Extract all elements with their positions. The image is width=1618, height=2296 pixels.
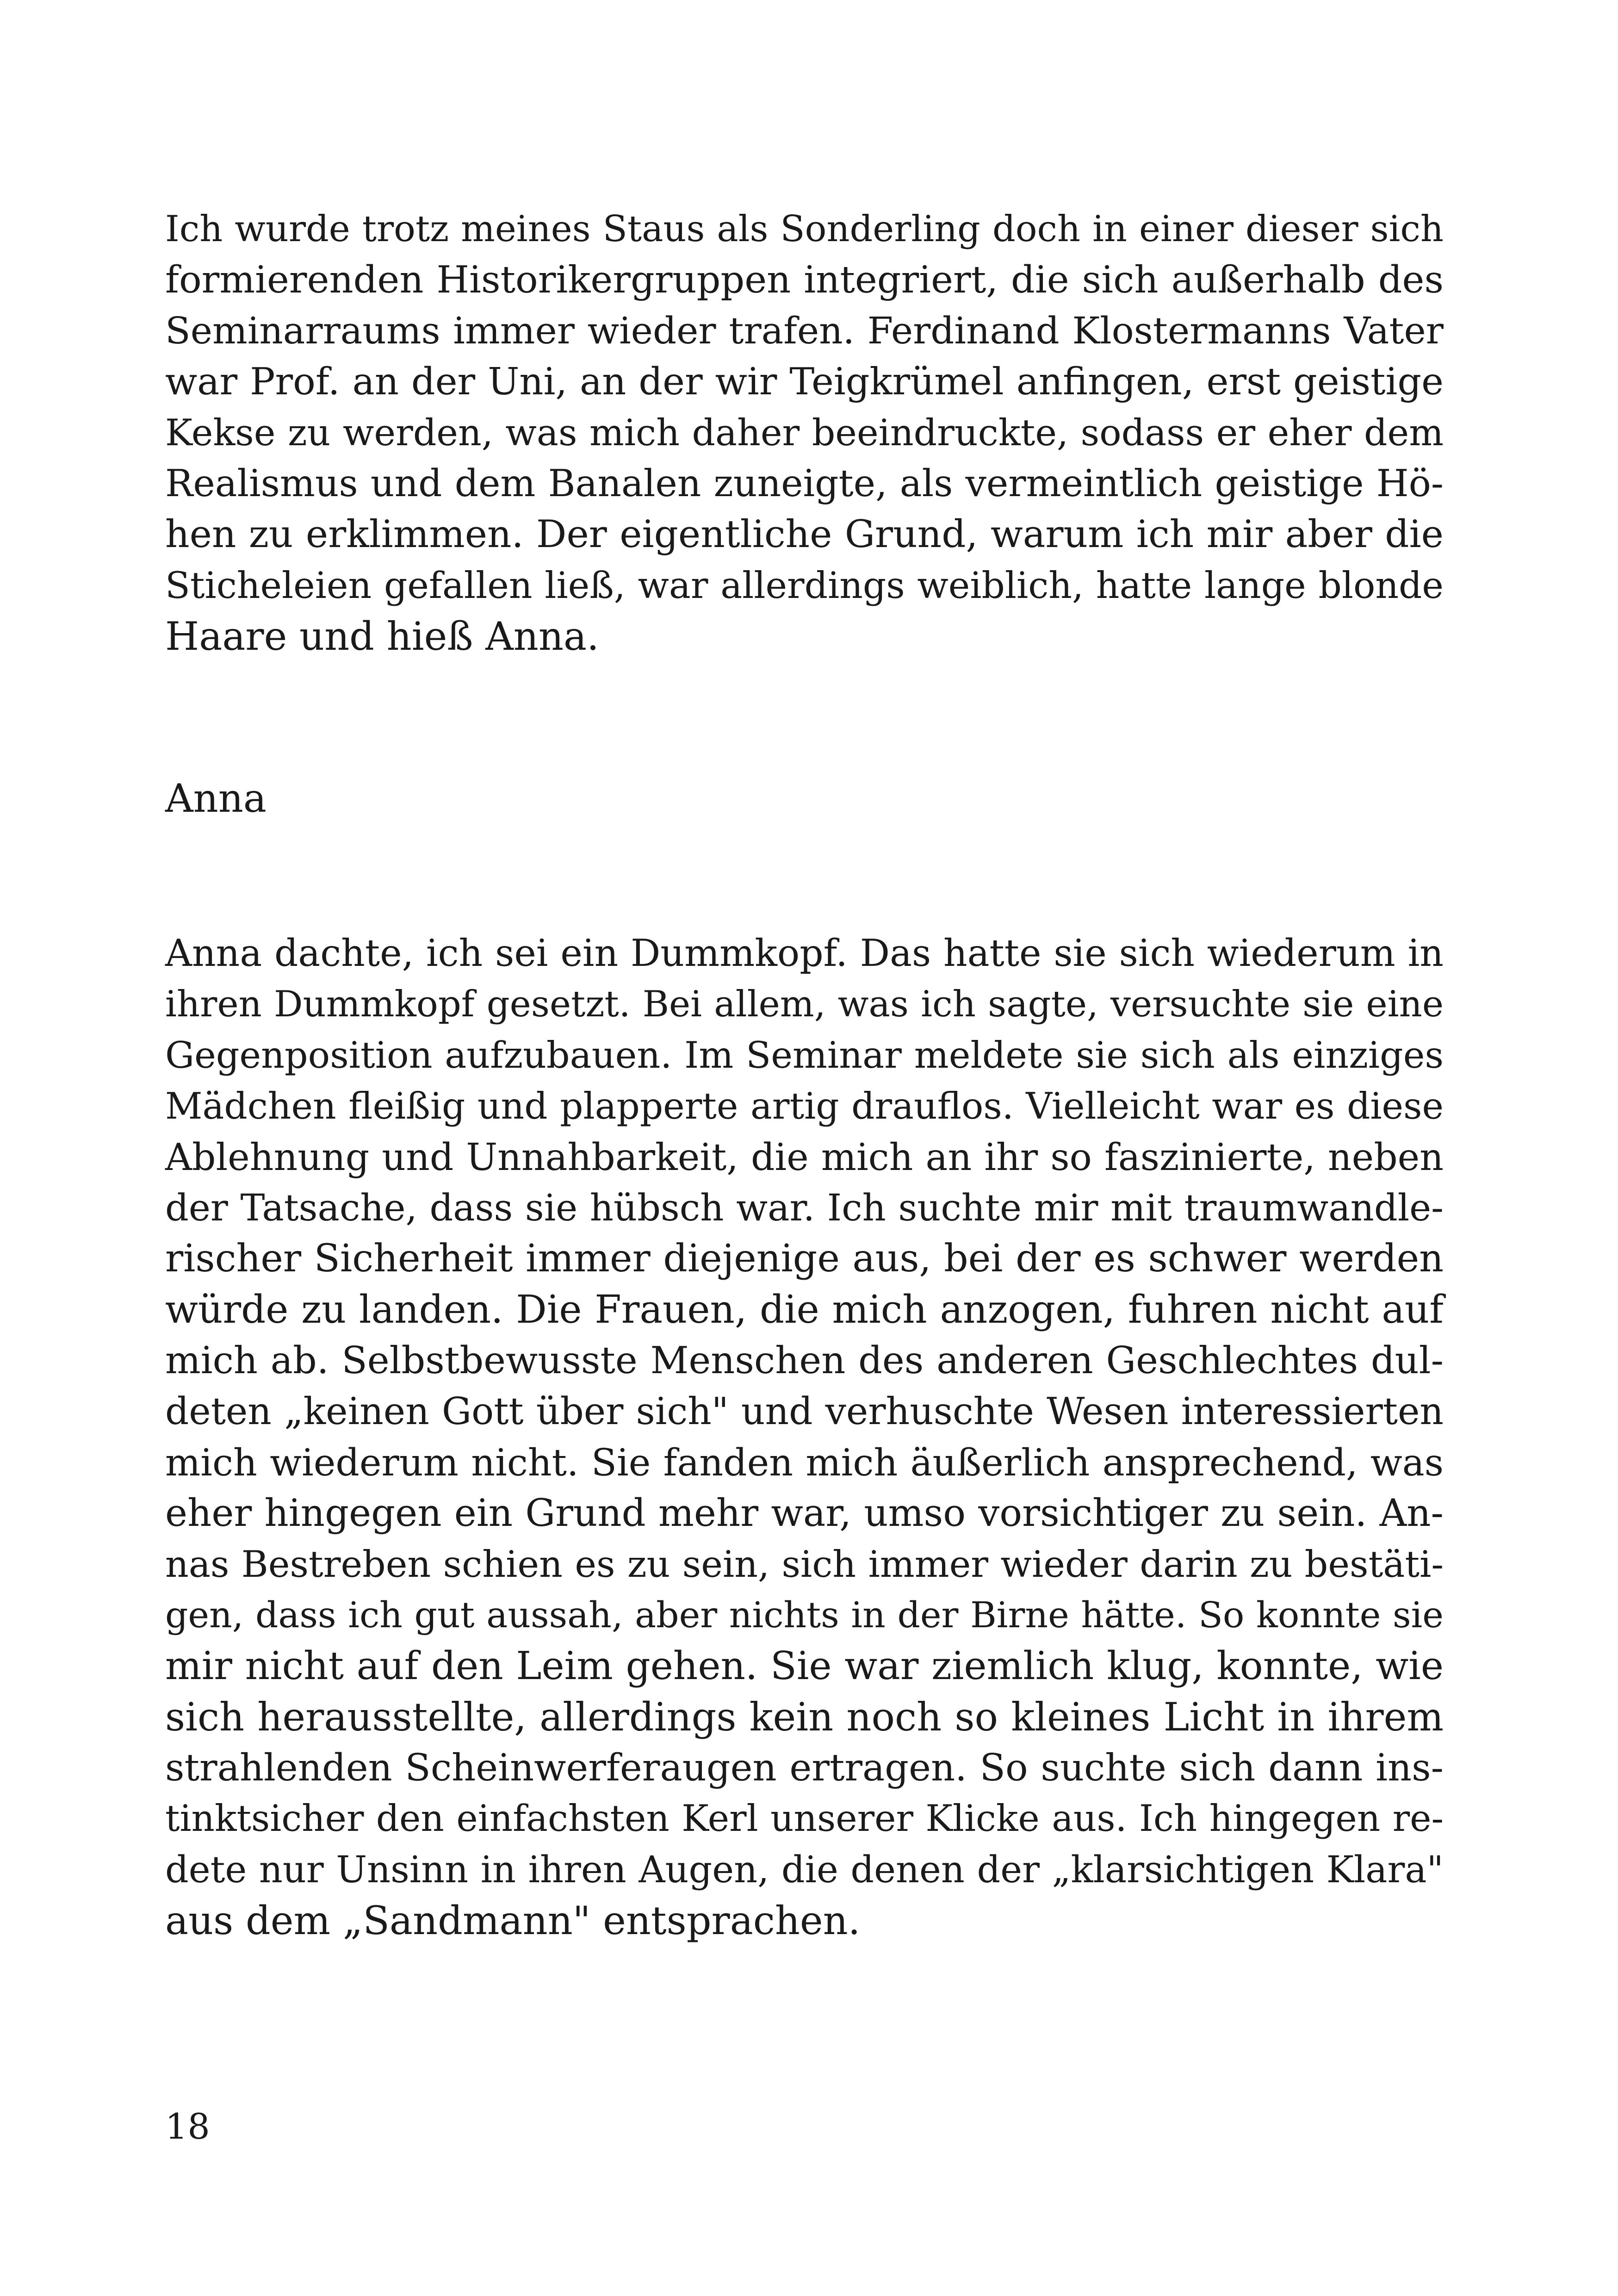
text-line: formierenden Historikergruppen integriert, die sich außerhalb des xyxy=(165,258,1444,302)
section-heading-text: Anna xyxy=(165,776,267,821)
text-line: Anna dachte, ich sei ein Dummkopf. Das hatte sie sich wiederum in xyxy=(165,932,1444,975)
section-heading xyxy=(165,773,1444,824)
text-line: war Prof. an der Uni, an der wir Teigkrümel anfingen, erst geistige xyxy=(165,360,1444,404)
text-line: Haare und hieß Anna. xyxy=(165,614,599,659)
text-line: Kekse zu werden, was mich daher beeindruckte, sodass er eher dem xyxy=(165,411,1444,454)
text-line: gen, dass ich gut aussah, aber nichts in der Birne hätte. So konnte sie xyxy=(165,1594,1444,1636)
text-line: Ich wurde trotz meines Staus als Sonderling doch in einer dieser sich xyxy=(165,208,1444,250)
text-line: würde zu landen. Die Frauen, die mich anzogen, fuhren nicht auf xyxy=(165,1287,1444,1332)
text-line: deten „keinen Gott über sich" und verhuschte Wesen interessierten xyxy=(165,1390,1444,1433)
paragraph-anna xyxy=(165,928,1444,1946)
page-number: 18 xyxy=(165,2106,210,2147)
paragraph-intro xyxy=(165,204,1444,662)
text-line: nas Bestreben schien es zu sein, sich immer wieder darin zu bestäti- xyxy=(165,1543,1444,1586)
text-line: strahlenden Scheinwerferaugen ertragen. So suchte sich dann ins- xyxy=(165,1746,1444,1790)
text-line: Seminarraums immer wieder trafen. Ferdinand Klostermanns Vater xyxy=(165,309,1444,352)
text-line: tinktsicher den einfachsten Kerl unserer Klicke aus. Ich hingegen re- xyxy=(165,1798,1444,1840)
text-line: der Tatsache, dass sie hübsch war. Ich suchte mir mit traumwandle- xyxy=(165,1186,1444,1229)
text-line: Sticheleien gefallen ließ, war allerdings weiblich, hatte lange blonde xyxy=(165,564,1444,607)
text-line: Gegenposition aufzubauen. Im Seminar meldete sie sich als einziges xyxy=(165,1034,1444,1076)
text-line: hen zu erklimmen. Der eigentliche Grund, warum ich mir aber die xyxy=(165,512,1444,556)
text-line: rischer Sicherheit immer diejenige aus, bei der es schwer werden xyxy=(165,1237,1444,1281)
text-line: aus dem „Sandmann" entsprachen. xyxy=(165,1898,861,1943)
text-line: ihren Dummkopf gesetzt. Bei allem, was ich sagte, versuchte sie eine xyxy=(165,983,1444,1025)
text-line: sich herausstellte, allerdings kein noch so kleines Licht in ihrem xyxy=(165,1694,1444,1740)
text-line: mich ab. Selbstbewusste Menschen des anderen Geschlechtes dul- xyxy=(165,1339,1444,1382)
text-line: mir nicht auf den Leim gehen. Sie war ziemlich klug, konnte, wie xyxy=(165,1643,1444,1688)
text-line: Mädchen fleißig und plapperte artig drauflos. Vielleicht war es diese xyxy=(165,1085,1444,1127)
text-line: Realismus und dem Banalen zuneigte, als vermeintlich geistige Hö- xyxy=(165,462,1444,505)
text-line: Ablehnung und Unnahbarkeit, die mich an ihr so faszinierte, neben xyxy=(165,1135,1444,1179)
text-line: mich wiederum nicht. Sie fanden mich äußerlich ansprechend, was xyxy=(165,1441,1444,1484)
text-line: dete nur Unsinn in ihren Augen, die denen der „klarsichtigen Klara" xyxy=(165,1848,1444,1891)
text-line: eher hingegen ein Grund mehr war, umso vorsichtiger zu sein. An- xyxy=(165,1492,1444,1535)
